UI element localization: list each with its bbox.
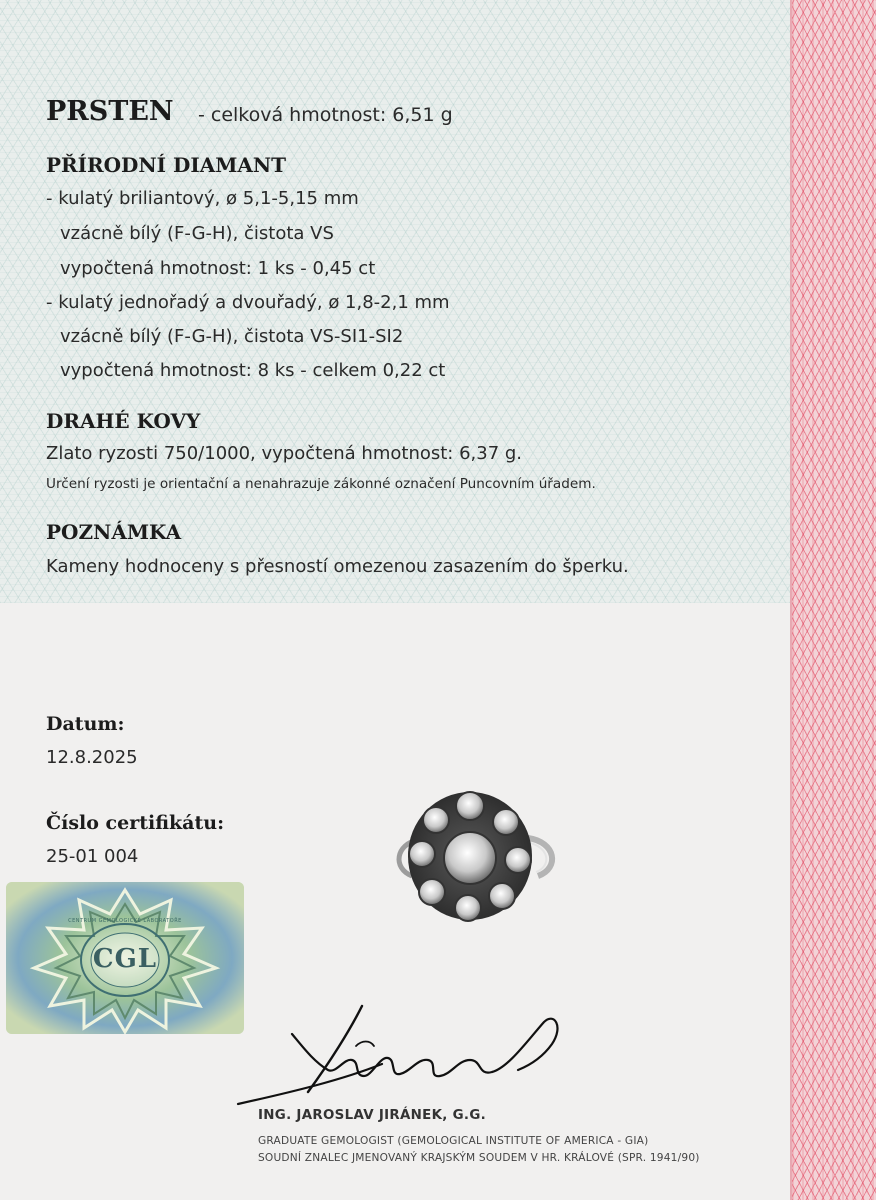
item-title: PRSTEN xyxy=(46,96,174,127)
diamond-heading: PŘÍRODNÍ DIAMANT xyxy=(46,153,287,177)
certificate-number-value: 25-01 004 xyxy=(46,846,139,867)
signatory-credential: GRADUATE GEMOLOGIST (GEMOLOGICAL INSTITUTE OF AMERICA - GIA) xyxy=(258,1135,649,1147)
ring-photo xyxy=(378,780,568,930)
metals-line: Zlato ryzosti 750/1000, vypočtená hmotnost: 6,37 g. xyxy=(46,443,523,464)
diamond-line: vypočtená hmotnost: 8 ks - celkem 0,22 ct xyxy=(60,360,446,381)
diamond-line: - kulatý briliantový, ø 5,1-5,15 mm xyxy=(46,188,359,209)
hologram-logo: CGL xyxy=(92,944,158,974)
diamond-line: vzácně bílý (F-G-H), čistota VS-SI1-SI2 xyxy=(60,326,404,347)
date-value: 12.8.2025 xyxy=(46,747,138,768)
security-stripe xyxy=(790,0,876,1200)
total-weight: - celková hmotnost: 6,51 g xyxy=(198,104,453,126)
certificate-number-label: Číslo certifikátu: xyxy=(46,812,225,834)
diamond-line: vypočtená hmotnost: 1 ks - 0,45 ct xyxy=(60,258,376,279)
signatory-name: ING. JAROSLAV JIRÁNEK, G.G. xyxy=(258,1108,486,1123)
hologram-seal xyxy=(6,882,244,1034)
remark-heading: POZNÁMKA xyxy=(46,520,182,544)
remark-line: Kameny hodnoceny s přesností omezenou zasazením do šperku. xyxy=(46,556,629,577)
signatory-appointment: SOUDNÍ ZNALEC JMENOVANÝ KRAJSKÝM SOUDEM V HR. KRÁLOVÉ (SPR. 1941/90) xyxy=(258,1152,700,1164)
signature xyxy=(232,1000,572,1112)
date-label: Datum: xyxy=(46,713,125,735)
diamond-line: vzácně bílý (F-G-H), čistota VS xyxy=(60,223,334,244)
metals-note: Určení ryzosti je orientační a nenahrazuje zákonné označení Puncovním úřadem. xyxy=(46,476,596,492)
metals-heading: DRAHÉ KOVY xyxy=(46,409,201,433)
diamond-line: - kulatý jednořadý a dvouřadý, ø 1,8-2,1 mm xyxy=(46,292,450,313)
hologram-ring-text: CENTRUM GEMOLOGICKÉ LABORATOŘE xyxy=(68,918,182,924)
